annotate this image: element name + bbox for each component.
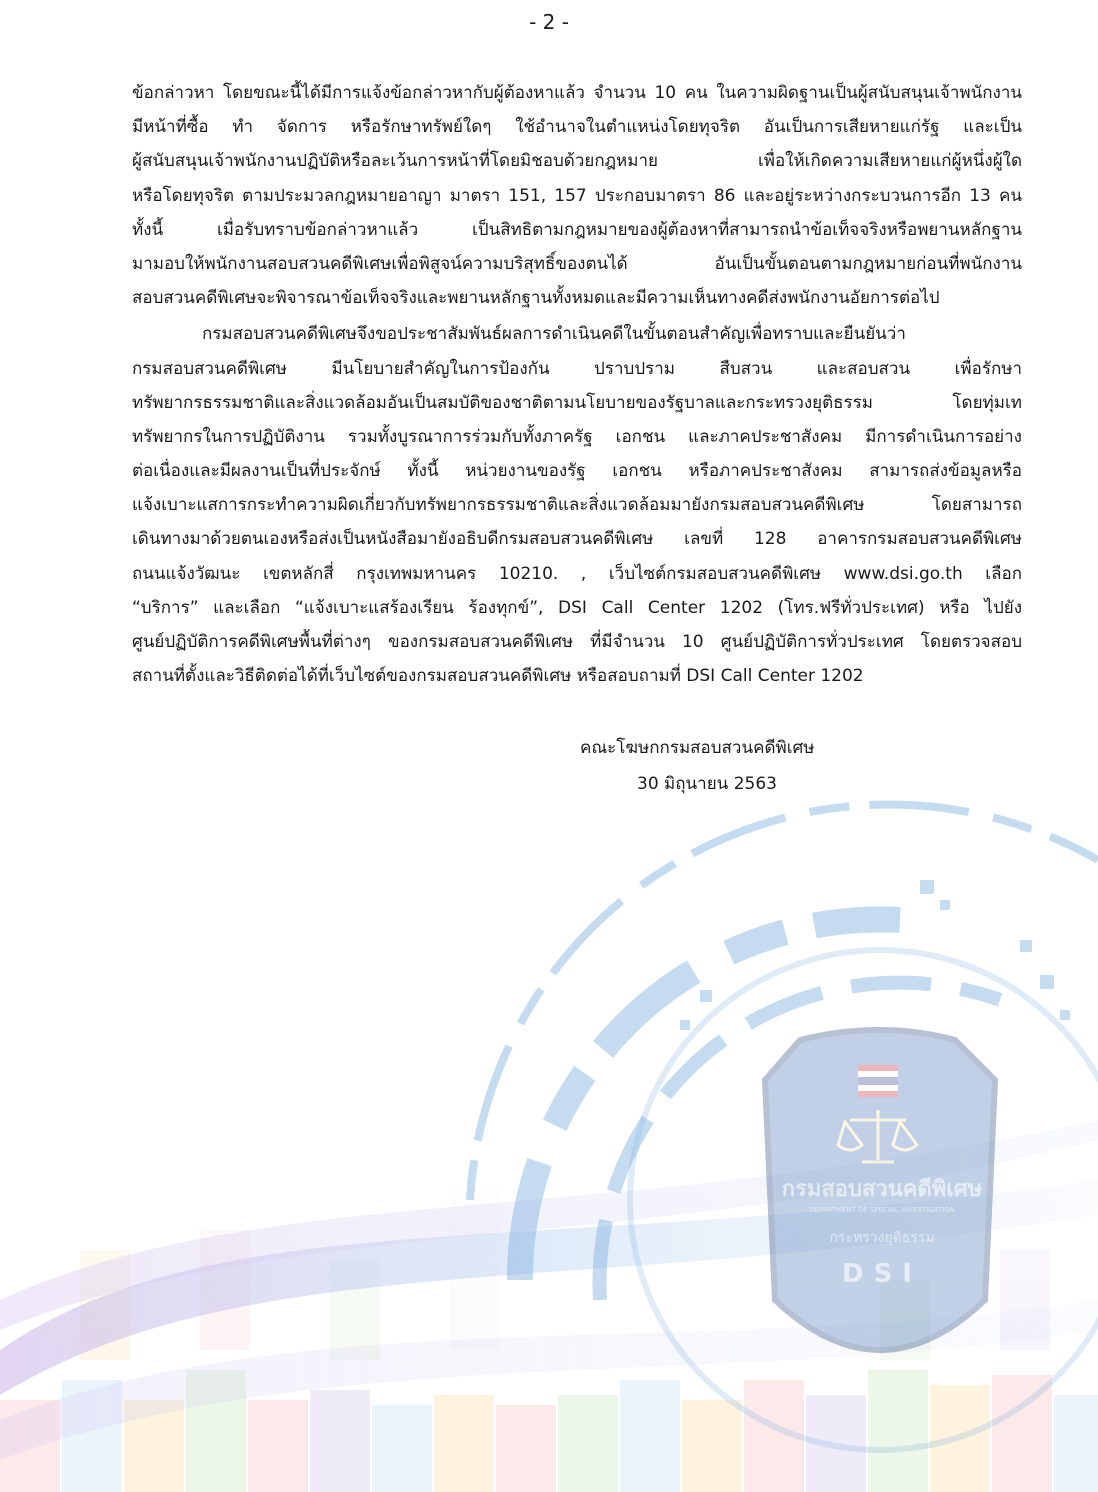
watermark-text-dsi: DSI [842, 1259, 922, 1289]
paragraph-line: มามอบให้พนักงานสอบสวนคดีพิเศษเพื่อพิสูจน์ความบริสุทธิ์ของตนได้ อันเป็นขั้นตอนตามกฎหมายก่อนที่พนักงาน [132, 253, 1022, 274]
watermark-text-th: กรมสอบสวนคดีพิเศษ [781, 1177, 983, 1202]
signature-org: คณะโฆษกกรมสอบสวนคดีพิเศษ [580, 738, 815, 758]
paragraph-line: เดินทางมาด้วยตนเองหรือส่งเป็นหนังสือมายังอธิบดีกรมสอบสวนคดีพิเศษ เลขที่ 128 อาคารกรมสอบสวนคดีพิเศษ [132, 529, 1022, 550]
paragraph-line: ทั้งนี้ เมื่อรับทราบข้อกล่าวหาแล้ว เป็นสิทธิตามกฎหมายของผู้ต้องหาที่สามารถนำข้อเท็จจริงหรือพยานหลักฐาน [132, 219, 1022, 240]
paragraph-line: ข้อกล่าวหา โดยขณะนี้ได้มีการแจ้งข้อกล่าวหากับผู้ต้องหาแล้ว จำนวน 10 คน ในความผิดฐานเป็นผู้สนับสนุนเจ้าพนักงาน [132, 83, 1022, 103]
paragraph-line: สถานที่ตั้งและวิธีติดต่อได้ที่เว็บไซต์ของกรมสอบสวนคดีพิเศษ หรือสอบถามที่ DSI Call Center 1202 [132, 666, 864, 687]
paragraph-line: มีหน้าที่ซื้อ ทำ จัดการ หรือรักษาทรัพย์ใดๆ ใช้อำนาจในตำแหน่งโดยทุจริต อันเป็นการเสียหายแก่รัฐ และเป็น [132, 117, 1022, 138]
paragraph-line: ต่อเนื่องและมีผลงานเป็นที่ประจักษ์ ทั้งนี้ หน่วยงานของรัฐ เอกชน หรือภาคประชาสังคม สามารถส่งข้อมูลหรือ [132, 461, 1022, 482]
paragraph-line: สอบสวนคดีพิเศษจะพิจารณาข้อเท็จจริงและพยานหลักฐานทั้งหมดและมีความเห็นทางคดีส่งพนักงานอัยการต่อไป [132, 288, 940, 309]
paragraph-line: ศูนย์ปฏิบัติการคดีพิเศษพื้นที่ต่างๆ ของกรมสอบสวนคดีพิเศษ ที่มีจำนวน 10 ศูนย์ปฏิบัติการทั่วประเทศ โดยตรวจสอบ [132, 632, 1022, 652]
watermark-text-en: DEPARTMENT OF SPECIAL INVESTIGATION [809, 1206, 955, 1214]
paragraph-line: กรมสอบสวนคดีพิเศษ มีนโยบายสำคัญในการป้องกัน ปราบปราม สืบสวน และสอบสวน เพื่อรักษา [132, 358, 1022, 379]
watermark-text-ministry: กระทรวงยุติธรรม [829, 1230, 935, 1246]
signature-date: 30 มิถุนายน 2563 [637, 774, 777, 794]
document-body [132, 76, 1022, 693]
paragraph-line: ถนนแจ้งวัฒนะ เขตหลักสี่ กรุงเทพมหานคร 10210. , เว็บไซต์กรมสอบสวนคดีพิเศษ www.dsi.go.th เลือก [132, 563, 1022, 584]
paragraph-line: ผู้สนับสนุนเจ้าพนักงานปฏิบัติหรือละเว้นการหน้าที่โดยมิชอบด้วยกฎหมาย เพื่อให้เกิดความเสียหายแก่ผู้หนึ่งผู้ใด [132, 151, 1022, 172]
paragraph-line: แจ้งเบาะแสการกระทำความผิดเกี่ยวกับทรัพยากรธรรมชาติและสิ่งแวดล้อมมายังกรมสอบสวนคดีพิเศษ โดยสามารถ [132, 495, 1022, 516]
paragraph-line: ทรัพยากรในการปฏิบัติงาน รวมทั้งบูรณาการร่วมกับทั้งภาครัฐ เอกชน และภาคประชาสังคม มีการดำเนินการอย่าง [132, 426, 1022, 447]
paragraph-line: หรือโดยทุจริต ตามประมวลกฎหมายอาญา มาตรา 151, 157 ประกอบมาตรา 86 และอยู่ระหว่างกระบวนการอีก 13 คน [132, 185, 1022, 206]
paragraph-line: กรมสอบสวนคดีพิเศษจึงขอประชาสัมพันธ์ผลการดำเนินคดีในขั้นตอนสำคัญเพื่อทราบและยืนยันว่า [202, 324, 906, 345]
paragraph-line: “บริการ” และเลือก “แจ้งเบาะแสร้องเรียน ร้องทุกข์”, DSI Call Center 1202 (โทร.ฟรีทั่วประเทศ) หรือ ไปยัง [132, 597, 1022, 618]
paragraph-line: ทรัพยากรธรรมชาติและสิ่งแวดล้อมอันเป็นสมบัติของชาติตามนโยบายของรัฐบาลและกระทรวงยุติธรรม โดยทุ่มเท [132, 392, 1022, 413]
page-number: - 2 - [529, 10, 569, 34]
signature-block [450, 730, 1010, 802]
